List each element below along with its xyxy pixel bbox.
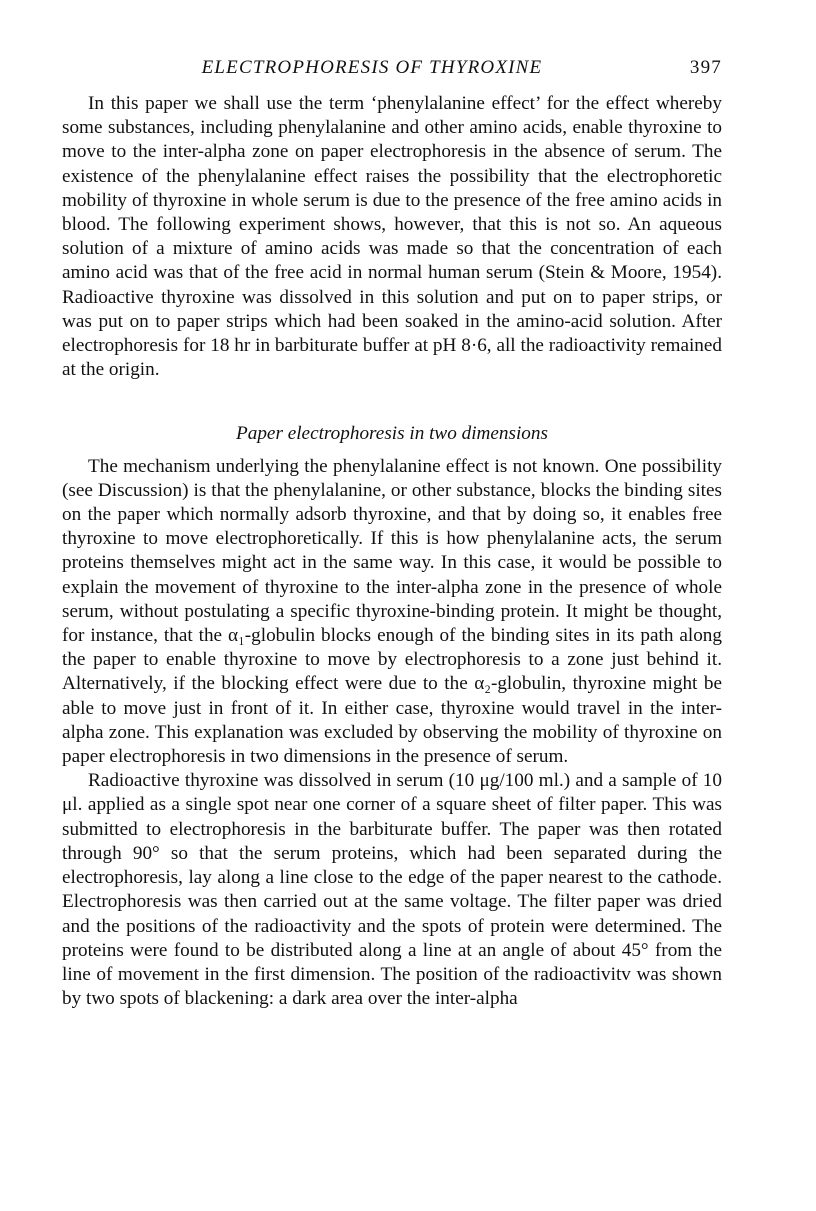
paragraph: The mechanism underlying the phenylalanine effect is not known. One possibility (see Discussion) is that the phenylalanine, or other substance, blocks the binding sites on the paper which normally adsorb thyroxine, and that by doing so, it enables free thyroxine to move electrophoretically. If this is how phenylalanine acts, the serum proteins themselves might act in the same way. In this case, it would be possible to explain the movement of thyroxine to the inter-alpha zone in the presence of whole serum, without postulating a specific thyroxine-binding protein. It might be thought, for instance, that the α₁-globulin blocks enough of the binding sites in its path along the paper to enable thyroxine to move by electrophoresis to a zone just behind it. Alternatively, if the blocking effect were due to the α₂-globulin, thyroxine might be able to move just in front of it. In either case, thyroxine would travel in the inter-alpha zone. This explanation was excluded by observing the mobility of thyroxine on paper electrophoresis in two dimensions in the presence of serum. xyxy=(62,455,722,768)
page-number: 397 xyxy=(689,57,722,78)
running-title: ELECTROPHORESIS OF THYROXINE xyxy=(201,57,543,78)
paragraph: In this paper we shall use the term ‘phenylalanine effect’ for the effect whereby some substances, including phenylalanine and other amino acids, enable thyroxine to move to the inter-alpha zone on paper electrophoresis in the absence of serum. The existence of the phenylalanine effect raises the possibility that the electrophoretic mobility of thyroxine in whole serum is due to the presence of the free amino acids in blood. The following experiment shows, however, that this is not so. An aqueous solution of a mixture of amino acids was made so that the concentration of each amino acid was that of the free acid in normal human serum (Stein & Moore, 1954). Radioactive thyroxine was dissolved in this solution and put on to paper strips, or was put on to paper strips which had been soaked in the amino-acid solution. After electrophoresis for 18 hr in barbiturate buffer at pH 8·6, all the radioactivity remained at the origin. xyxy=(62,93,722,381)
section-heading: Paper electrophoresis in two dimensions xyxy=(236,423,548,445)
page-header xyxy=(62,56,722,86)
paragraph: Radioactive thyroxine was dissolved in serum (10 μg/100 ml.) and a sample of 10 μl. applied as a single spot near one corner of a square sheet of filter paper. This was submitted to electrophoresis in the barbiturate buffer. The paper was then rotated through 90° so that the serum proteins, which had been separated during the electrophoresis, lay along a line close to the edge of the paper nearest to the cathode. Electrophoresis was then carried out at the same voltage. The filter paper was dried and the positions of the radioactivity and the spots of protein were determined. The proteins were found to be distributed along a line at an angle of about 45° from the line of movement in the first dimension. The position of the radioactivitv was shown by two spots of blackening: a dark area over the inter-alpha xyxy=(62,770,722,1010)
journal-page xyxy=(62,56,722,1011)
